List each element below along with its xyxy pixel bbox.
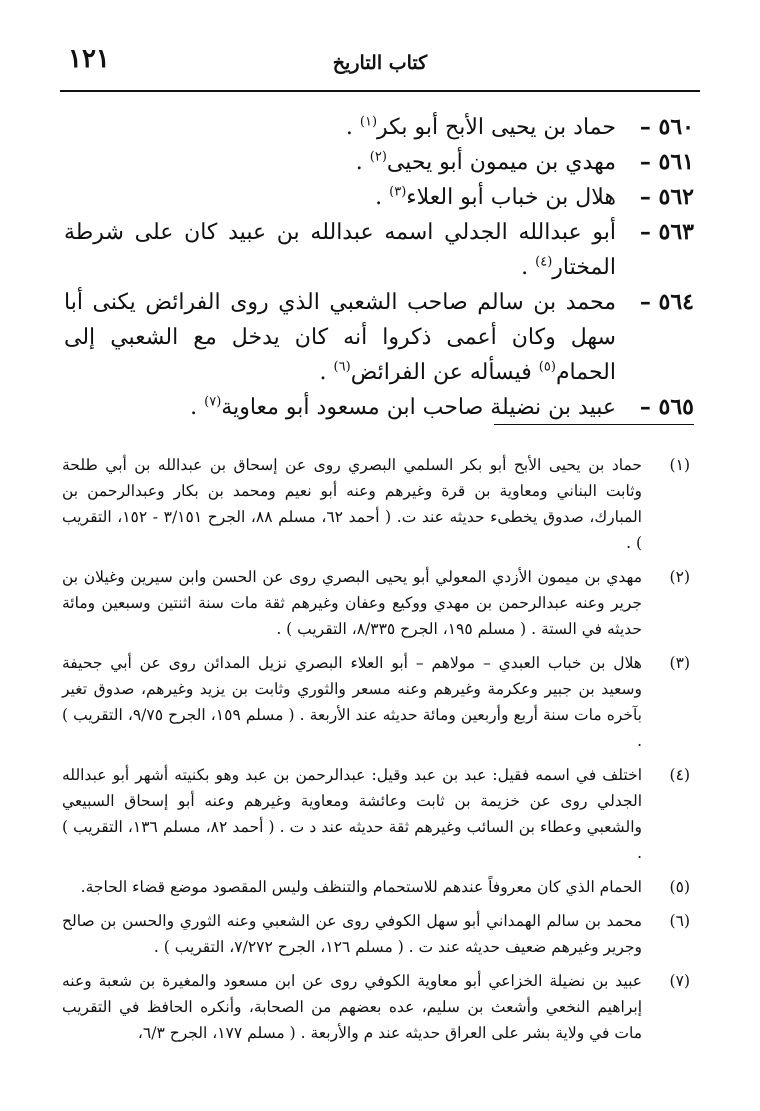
footnote-number: (٣)	[669, 654, 690, 672]
running-title: كتاب التاريخ	[332, 52, 428, 74]
entry-item	[64, 180, 694, 215]
entry-number: ٥٦٠ –	[639, 114, 694, 140]
footnote-text: الحمام الذي كان معروفاً عندهم للاستحمام والتنظف وليس المقصود موضع قضاء الحاجة.	[80, 878, 642, 896]
entry-text	[64, 180, 616, 215]
footnote	[62, 650, 690, 754]
footnote-marker: (٣)	[389, 184, 407, 200]
entry-body: أبو عبدالله الجدلي اسمه عبدالله بن عبيد كان على شرطة المختار	[64, 220, 616, 280]
entry-tail: .	[521, 255, 536, 280]
footnote-text: حماد بن يحيى الأبح أبو بكر السلمي البصري روى عن إسحاق بن عبدالله بن أبي طلحة وثابت البناني ومعاوية بن قرة وغيرهم وعنه أبو نعيم ومحمد بن بكار وعبدالرحمن بن المبارك، صدوق يخطىء حديثه عند ت. ( أحمد ٦٢، مسلم ٨٨، الجرح ٣/١٥١ - ١٥٢، التقريب ) .	[62, 456, 642, 552]
footnotes	[62, 452, 690, 1054]
entry-text	[64, 285, 616, 390]
entry-body: مهدي بن ميمون أبو يحيى	[386, 150, 616, 175]
entry-tail: فيسأله عن الفرائض	[350, 360, 539, 385]
footnote-separator	[494, 424, 694, 425]
entry-text	[64, 390, 616, 425]
entry-text	[64, 215, 616, 285]
entry-tail: .	[345, 115, 360, 140]
footnote	[62, 452, 690, 556]
entry-text	[64, 145, 616, 180]
entry-tail: .	[375, 185, 390, 210]
footnote-text: عبيد بن نضيلة الخزاعي أبو معاوية الكوفي روى عن ابن مسعود والمغيرة بن شعبة وعنه إبراهيم النخعي وأشعث بن سليم، عده بعضهم من الصحابة، وأنكره الحافظ في التقريب مات في ولاية بشر على العراق حديثه عند م والأربعة . ( مسلم ١٧٧، الجرح ٦/٣،	[62, 972, 642, 1042]
footnote-marker: (٥)	[538, 359, 556, 375]
footnote	[62, 874, 690, 900]
footnote-marker: (٢)	[369, 149, 387, 165]
entries-list	[64, 110, 694, 425]
footnote	[62, 908, 690, 960]
entry-body: محمد بن سالم صاحب الشعبي الذي روى الفرائض يكنى أبا سهل وكان أعمى ذكروا أنه كان يدخل مع الشعبي إلى الحمام	[64, 290, 616, 385]
page-header	[60, 40, 700, 82]
page-number: ١٢١	[68, 44, 110, 74]
footnote-text: هلال بن خباب العبدي – مولاهم – أبو العلاء البصري نزيل المدائن روى عن أبي جحيفة وسعيد بن جبير وعكرمة وغيرهم وعنه مسعر والثوري وثابت بن يزيد وغيرهم، صدوق تغير بآخره مات سنة أربع وأربعين ومائة حديثه عند الأربعة . ( مسلم ١٥٩، الجرح ٩/٧٥، التقريب ) .	[62, 654, 642, 750]
entry-number: ٥٦١ –	[639, 149, 694, 175]
entry-item	[64, 390, 694, 425]
footnote-number: (٥)	[669, 878, 690, 896]
footnote-number: (١)	[669, 456, 690, 474]
footnote-marker: (١)	[359, 114, 378, 130]
entry-item	[64, 215, 694, 285]
footnote-text: محمد بن سالم الهمداني أبو سهل الكوفي روى عن الشعبي وعنه الثوري والحسن بن صالح وجرير وغيرهم ضعيف حديثه عند ت . ( مسلم ١٢٦، الجرح ٧/٢٧٢، التقريب ) .	[62, 912, 642, 956]
footnote-text: اختلف في اسمه فقيل: عبد بن عبد وقيل: عبدالرحمن بن عبد وهو بكنيته أشهر أبو عبدالله الجدلي روى عن خزيمة بن ثابت وعائشة ومعاوية وغيرهم وعنه أبو إسحاق السبيعي والشعبي وعطاء بن السائب وغيرهم ثقة حديثه عند د ت . ( أحمد ٨٢، مسلم ١٣٦، التقريب ) .	[62, 766, 642, 862]
footnote	[62, 564, 690, 642]
entry-tail: .	[190, 395, 205, 420]
footnote	[62, 762, 690, 866]
entry-body: عبيد بن نضيلة صاحب ابن مسعود أبو معاوية	[221, 395, 616, 420]
entry-tail: .	[319, 360, 334, 385]
entry-body: هلال بن خباب أبو العلاء	[406, 185, 616, 210]
footnote-marker: (٧)	[204, 394, 222, 410]
entry-number: ٥٦٥ –	[639, 394, 694, 420]
footnote-number: (٢)	[669, 568, 690, 586]
entry-text	[64, 110, 616, 145]
entry-number: ٥٦٣ –	[639, 219, 694, 245]
header-rule	[60, 90, 700, 92]
footnote-text: مهدي بن ميمون الأزدي المعولي أبو يحيى البصري روى عن الحسن وابن سيرين وغيلان بن جرير وعنه عبدالرحمن بن مهدي ووكيع وعفان وغيرهم ثقة مات سنة اثنتين وسبعين ومائة حديثه في الستة . ( مسلم ١٩٥، الجرح ٨/٣٣٥، التقريب ) .	[62, 568, 642, 638]
entry-number: ٥٦٢ –	[639, 184, 694, 210]
footnote-marker: (٤)	[535, 254, 553, 270]
entry-number: ٥٦٤ –	[639, 289, 694, 315]
entry-tail: .	[355, 150, 370, 175]
entry-item	[64, 110, 694, 145]
entry-item	[64, 145, 694, 180]
footnote	[62, 968, 690, 1046]
footnote-number: (٤)	[669, 766, 690, 784]
entry-item	[64, 285, 694, 390]
entry-body: حماد بن يحيى الأبح أبو بكر	[377, 115, 616, 140]
footnote-number: (٧)	[669, 972, 690, 990]
footnote-marker: (٦)	[333, 359, 351, 375]
footnote-number: (٦)	[669, 912, 690, 930]
